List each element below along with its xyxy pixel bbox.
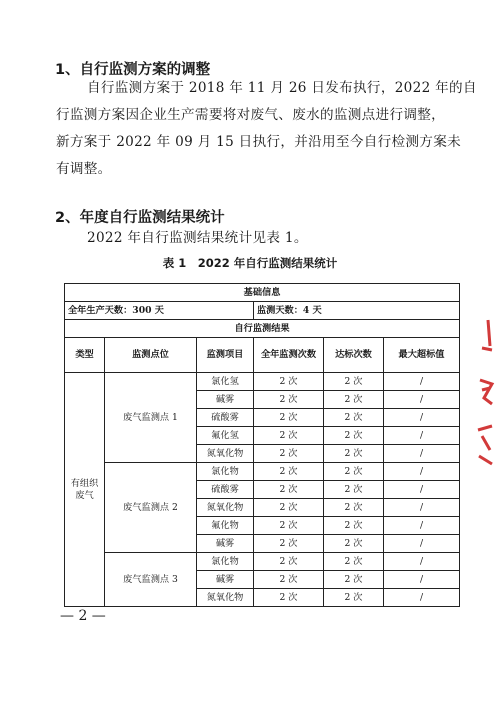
item-cell: 氯化物 xyxy=(197,553,254,571)
table-row xyxy=(65,373,460,391)
header-compliant-count: 达标次数 xyxy=(324,338,384,373)
annual-count-cell: 2 次 xyxy=(254,553,324,571)
table-row xyxy=(65,553,460,571)
section-1-line-4: 有调整。 xyxy=(56,161,112,177)
results-title: 自行监测结果 xyxy=(65,320,460,338)
red-stamp-edge xyxy=(474,318,496,468)
header-annual-count: 全年监测次数 xyxy=(254,338,324,373)
item-cell: 氮氧化物 xyxy=(197,445,254,463)
compliant-count-cell: 2 次 xyxy=(324,571,384,589)
item-cell: 氯化物 xyxy=(197,463,254,481)
annual-count-cell: 2 次 xyxy=(254,463,324,481)
header-item: 监测项目 xyxy=(197,338,254,373)
max-exceed-cell: / xyxy=(384,391,460,409)
compliant-count-cell: 2 次 xyxy=(324,373,384,391)
section-1-line-2: 行监测方案因企业生产需要将对废气、废水的监测点进行调整， xyxy=(56,107,446,123)
annual-count-cell: 2 次 xyxy=(254,535,324,553)
max-exceed-cell: / xyxy=(384,517,460,535)
annual-count-cell: 2 次 xyxy=(254,571,324,589)
item-cell: 硫酸雾 xyxy=(197,481,254,499)
section-1-heading: 1、自行监测方案的调整 xyxy=(55,62,211,78)
annual-count-cell: 2 次 xyxy=(254,373,324,391)
production-days: 全年生产天数：300 天 xyxy=(65,302,254,320)
monitoring-point-cell: 废气监测点 3 xyxy=(105,553,197,607)
max-exceed-cell: / xyxy=(384,427,460,445)
header-type: 类型 xyxy=(65,338,105,373)
item-cell: 碱雾 xyxy=(197,391,254,409)
compliant-count-cell: 2 次 xyxy=(324,517,384,535)
compliant-count-cell: 2 次 xyxy=(324,463,384,481)
max-exceed-cell: / xyxy=(384,445,460,463)
basic-info-title: 基础信息 xyxy=(65,284,460,302)
item-cell: 碱雾 xyxy=(197,535,254,553)
days-row xyxy=(65,302,460,320)
section-2-heading: 2、年度自行监测结果统计 xyxy=(55,210,225,226)
section-2-intro: 2022 年自行监测结果统计见表 1。 xyxy=(87,230,308,246)
table-caption: 表 1 2022 年自行监测结果统计 xyxy=(162,256,338,270)
compliant-count-cell: 2 次 xyxy=(324,445,384,463)
compliant-count-cell: 2 次 xyxy=(324,589,384,607)
compliant-count-cell: 2 次 xyxy=(324,553,384,571)
compliant-count-cell: 2 次 xyxy=(324,499,384,517)
item-cell: 氯化氢 xyxy=(197,373,254,391)
annual-count-cell: 2 次 xyxy=(254,427,324,445)
max-exceed-cell: / xyxy=(384,463,460,481)
max-exceed-cell: / xyxy=(384,571,460,589)
max-exceed-cell: / xyxy=(384,553,460,571)
type-cell: 有组织废气 xyxy=(65,373,105,607)
annual-count-cell: 2 次 xyxy=(254,409,324,427)
max-exceed-cell: / xyxy=(384,499,460,517)
max-exceed-cell: / xyxy=(384,481,460,499)
results-title-row xyxy=(65,320,460,338)
annual-count-cell: 2 次 xyxy=(254,499,324,517)
item-cell: 氮氧化物 xyxy=(197,499,254,517)
compliant-count-cell: 2 次 xyxy=(324,391,384,409)
annual-count-cell: 2 次 xyxy=(254,589,324,607)
table-row xyxy=(65,463,460,481)
section-1-line-1: 自行监测方案于 2018 年 11 月 26 日发布执行，2022 年的自 xyxy=(87,80,477,96)
monitoring-results-table xyxy=(64,283,460,607)
section-1-line-3: 新方案于 2022 年 09 月 15 日执行，并沿用至今自行检测方案未 xyxy=(56,134,461,150)
header-row xyxy=(65,338,460,373)
annual-count-cell: 2 次 xyxy=(254,481,324,499)
header-max-exceed: 最大超标值 xyxy=(384,338,460,373)
max-exceed-cell: / xyxy=(384,589,460,607)
compliant-count-cell: 2 次 xyxy=(324,427,384,445)
header-point: 监测点位 xyxy=(105,338,197,373)
item-cell: 氟化物 xyxy=(197,517,254,535)
monitoring-point-cell: 废气监测点 2 xyxy=(105,463,197,553)
page-number: — 2 — xyxy=(60,608,106,624)
item-cell: 氮氧化物 xyxy=(197,589,254,607)
annual-count-cell: 2 次 xyxy=(254,445,324,463)
basic-info-row xyxy=(65,284,460,302)
monitoring-days: 监测天数：4 天 xyxy=(254,302,460,320)
max-exceed-cell: / xyxy=(384,373,460,391)
monitoring-point-cell: 废气监测点 1 xyxy=(105,373,197,463)
annual-count-cell: 2 次 xyxy=(254,391,324,409)
item-cell: 硫酸雾 xyxy=(197,409,254,427)
item-cell: 碱雾 xyxy=(197,571,254,589)
annual-count-cell: 2 次 xyxy=(254,517,324,535)
compliant-count-cell: 2 次 xyxy=(324,481,384,499)
item-cell: 氟化氢 xyxy=(197,427,254,445)
max-exceed-cell: / xyxy=(384,535,460,553)
compliant-count-cell: 2 次 xyxy=(324,535,384,553)
max-exceed-cell: / xyxy=(384,409,460,427)
compliant-count-cell: 2 次 xyxy=(324,409,384,427)
